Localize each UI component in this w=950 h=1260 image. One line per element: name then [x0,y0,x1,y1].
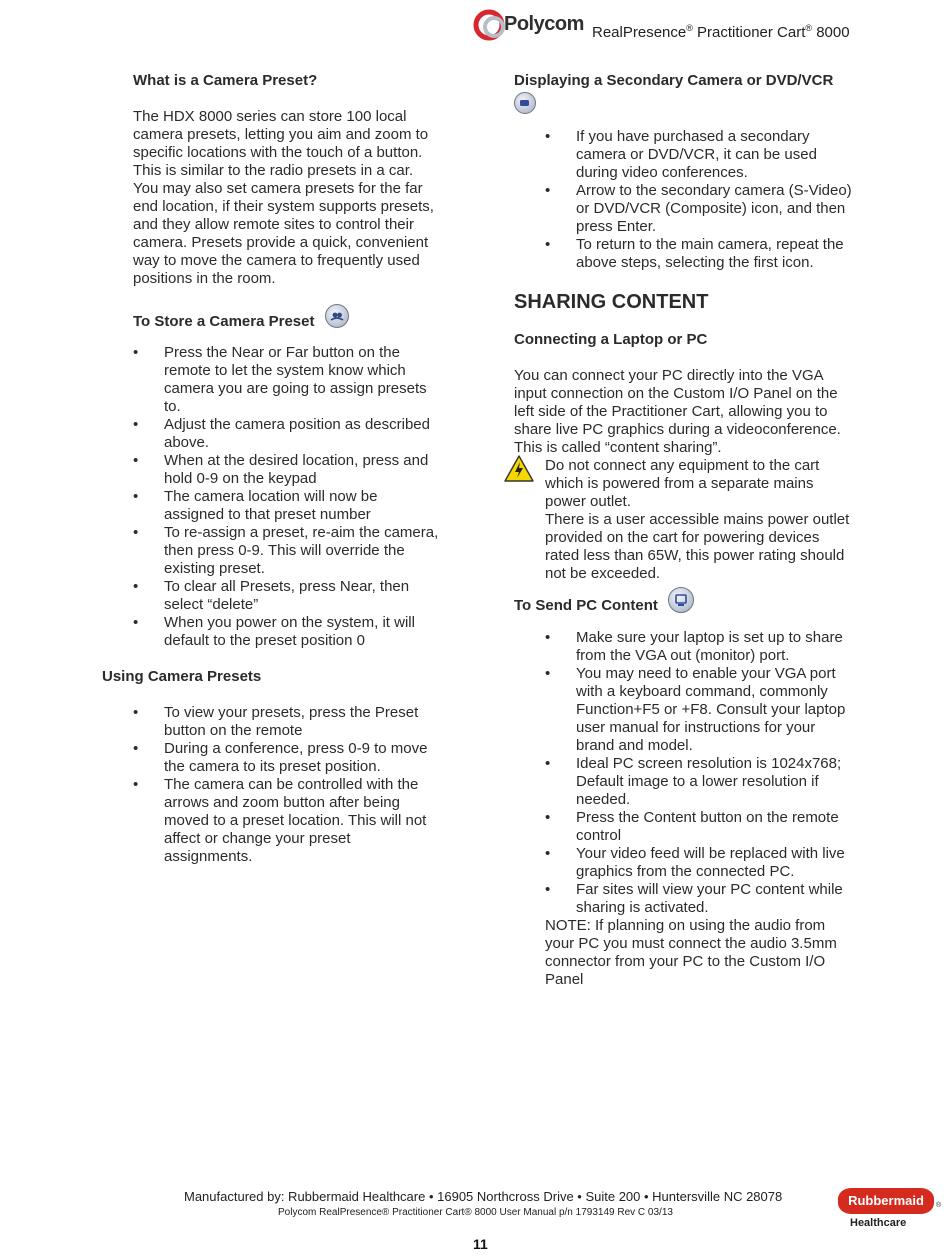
store-preset-heading: To Store a Camera Preset [133,312,315,330]
list-item: • Ideal PC screen resolution is 1024x768; Default image to a lower resolution if needed. [545,755,842,808]
connecting-laptop-paragraph: You can connect your PC directly into the VGA input connection on the Custom I/O Panel on the left side of the Practitioner Cart, allowing you to share live PC graphics during a videoconference. This is called “content sharing”. [514,367,841,456]
connecting-laptop-heading: Connecting a Laptop or PC [514,331,708,348]
polycom-wordmark: Polycom [504,13,584,35]
camera-preset-heading: What is a Camera Preset? [133,72,318,89]
left-column [102,72,472,866]
list-item: • The camera can be controlled with the arrows and zoom button after being moved to a preset location. This will not affect or change your preset assignments. [133,776,427,865]
list-item: • Adjust the camera position as described above. [133,416,430,451]
footer-manual-reference: Polycom RealPresence® Practitioner Cart® 8000 User Manual p/n 1793149 Rev C 03/13 [278,1207,673,1218]
healthcare-wordmark: Healthcare [850,1217,907,1229]
preset-icon [325,304,349,328]
list-item: • Arrow to the secondary camera (S-Video) or DVD/VCR (Composite) icon, and then press Enter. [545,182,852,235]
send-content-list [514,629,874,917]
list-item: • Far sites will view your PC content while sharing is activated. [545,881,843,916]
right-column [514,72,874,989]
list-item: • Press the Content button on the remote control [545,809,839,844]
electrical-warning-icon [504,455,534,482]
audio-note: NOTE: If planning on using the audio from your PC you must connect the audio 3.5mm connector from your PC to the Custom I/O Panel [545,917,837,988]
list-item: • The camera location will now be assigned to that preset number [133,488,378,523]
send-content-heading: To Send PC Content [514,596,658,614]
send-content-heading-row [514,593,874,613]
sharing-content-title: SHARING CONTENT [514,291,709,313]
list-item: • Press the Near or Far button on the remote to let the system know which camera you are going to assign presets to. [133,344,427,415]
list-item: • Make sure your laptop is set up to share from the VGA out (monitor) port. [545,629,843,664]
secondary-camera-heading: Displaying a Secondary Camera or DVD/VCR [514,72,834,89]
list-item: • To re-assign a preset, re-aim the camera, then press 0-9. This will override the existing preset. [133,524,439,577]
list-item: • Your video feed will be replaced with live graphics from the connected PC. [545,845,845,880]
camera-preset-intro: The HDX 8000 series can store 100 local camera presets, letting you aim and zoom to specific locations with the touch of a button. This is similar to the radio presets in a car. You may also set camera presets for the far end location, if their system supports presets, and they allow remote sites to control their camera. Presets provide a quick, convenient way to move the camera to frequently used positions in the room. [133,108,434,287]
product-title: RealPresence® Practitioner Cart® 8000 [592,23,850,41]
store-preset-heading-row [133,310,472,330]
using-presets-heading: Using Camera Presets [102,668,262,685]
list-item: • If you have purchased a secondary camera or DVD/VCR, it can be used during video conferences. [545,128,817,181]
polycom-logo [470,8,590,42]
content-icon [668,587,694,613]
list-item: • During a conference, press 0-9 to move the camera to its preset position. [133,740,428,775]
store-preset-list [102,344,472,650]
header [470,6,890,46]
secondary-camera-icon [514,92,536,114]
using-presets-list [102,704,472,866]
list-item: • You may need to enable your VGA port with a keyboard command, commonly Function+F5 or +F8. Consult your laptop user manual for instructions for your brand and model. [545,665,846,754]
list-item: • To clear all Presets, press Near, then select “delete” [133,578,410,613]
list-item: • When at the desired location, press and hold 0-9 on the keypad [133,452,429,487]
footer-manufacturer: Manufactured by: Rubbermaid Healthcare • 16905 Northcross Drive • Suite 200 • Huntersville NC 28078 [184,1189,783,1204]
rubbermaid-logo-badge: Rubbermaid [838,1188,934,1214]
list-item: • When you power on the system, it will default to the preset position 0 [133,614,415,649]
list-item: • To view your presets, press the Preset button on the remote [133,704,419,739]
rubbermaid-healthcare-logo: Rubbermaid ® Healthcare [838,1188,944,1234]
warning-block: Do not connect any equipment to the cart which is powered from a separate mains power outlet. There is a user accessible mains power outlet provided on the cart for powering devices rated less than 65W, this power rating should not be exceeded. [514,457,874,583]
list-item: • To return to the main camera, repeat the above steps, selecting the first icon. [545,236,844,271]
page-number: 11 [473,1236,488,1252]
secondary-camera-list [514,128,874,272]
